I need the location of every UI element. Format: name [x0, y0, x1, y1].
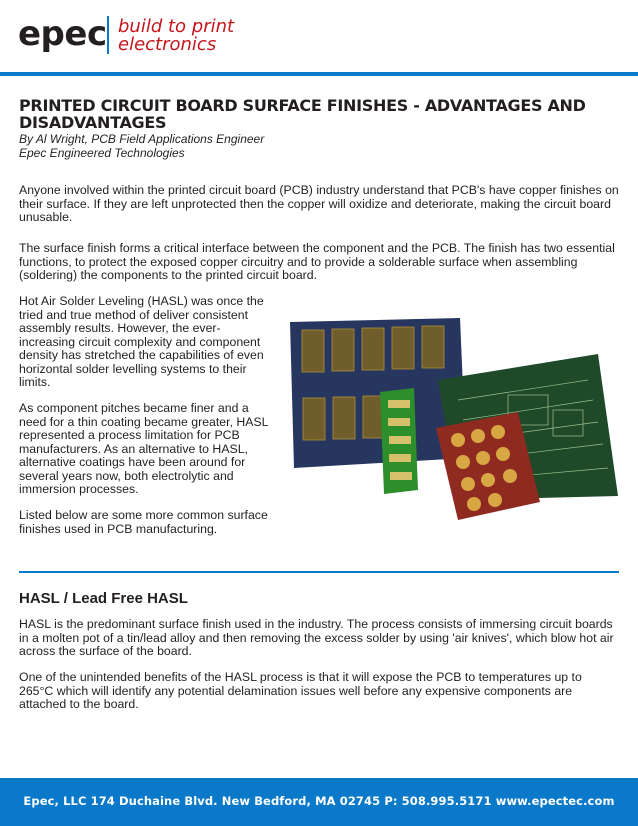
- page-header: [0, 0, 638, 76]
- intro-paragraph-2: The surface finish forms a critical interface between the component and the PCB. The finish has two essential functions, to protect the exposed copper circuitry and to provide a solderable surface when assembling (soldering) the components to the printed circuit board.: [19, 241, 615, 282]
- section-paragraph-2: One of the unintended benefits of the HASL process is that it will expose the PCB to temperatures up to 265°C which will identify any potential delamination issues well before any expensive components are attached to the board.: [19, 670, 582, 711]
- page-footer: [0, 778, 638, 826]
- column-paragraph-3: Listed below are some more common surface finishes used in PCB manufacturing.: [19, 508, 268, 536]
- article-title: PRINTED CIRCUIT BOARD SURFACE FINISHES - ADVANTAGES AND DISADVANTAGES: [19, 96, 586, 132]
- intro-paragraph-1: Anyone involved within the printed circuit board (PCB) industry understand that PCB's have copper finishes on their surface. If they are left unprotected then the copper will oxidize and deteriorate, making the circuit board unusable.: [19, 183, 619, 224]
- logo-divider: [107, 16, 109, 54]
- tagline-line-2: electronics: [118, 34, 217, 55]
- epec-logo: epec: [18, 14, 107, 54]
- byline: [19, 132, 264, 160]
- section-heading: HASL / Lead Free HASL: [19, 590, 188, 607]
- tagline-line-1: build to print: [118, 16, 235, 37]
- author-line: By Al Wright, PCB Field Applications Engineer: [19, 132, 265, 146]
- section-divider: [19, 571, 619, 573]
- footer-contact: Epec, LLC 174 Duchaine Blvd. New Bedford, MA 02745 P: 508.995.5171 www.epectec.com: [23, 794, 615, 808]
- column-paragraph-2: As component pitches became finer and a need for a thin coating became greater, HASL represented a process limitation for PCB manufacturers. As an alternative to HASL, alternative coatings have been around for several years now, both electrolytic and immersion processes.: [19, 401, 269, 496]
- section-paragraph-1: HASL is the predominant surface finish used in the industry. The process consists of immersing circuit boards in a molten pot of a tin/lead alloy and then removing the excess solder by using 'air knives', which blow hot air across the surface of the board.: [19, 617, 614, 658]
- column-paragraph-1: Hot Air Solder Leveling (HASL) was once the tried and true method of deliver consistent assembly results. However, the ever-increasing circuit complexity and component density has stretched the capabilities of even horizontal solder levelling systems to their limits.: [19, 294, 264, 389]
- header-rule: [0, 72, 638, 76]
- pcb-boards-photo: [288, 300, 620, 526]
- logo-tagline: [118, 18, 234, 54]
- company-line: Epec Engineered Technologies: [19, 146, 185, 160]
